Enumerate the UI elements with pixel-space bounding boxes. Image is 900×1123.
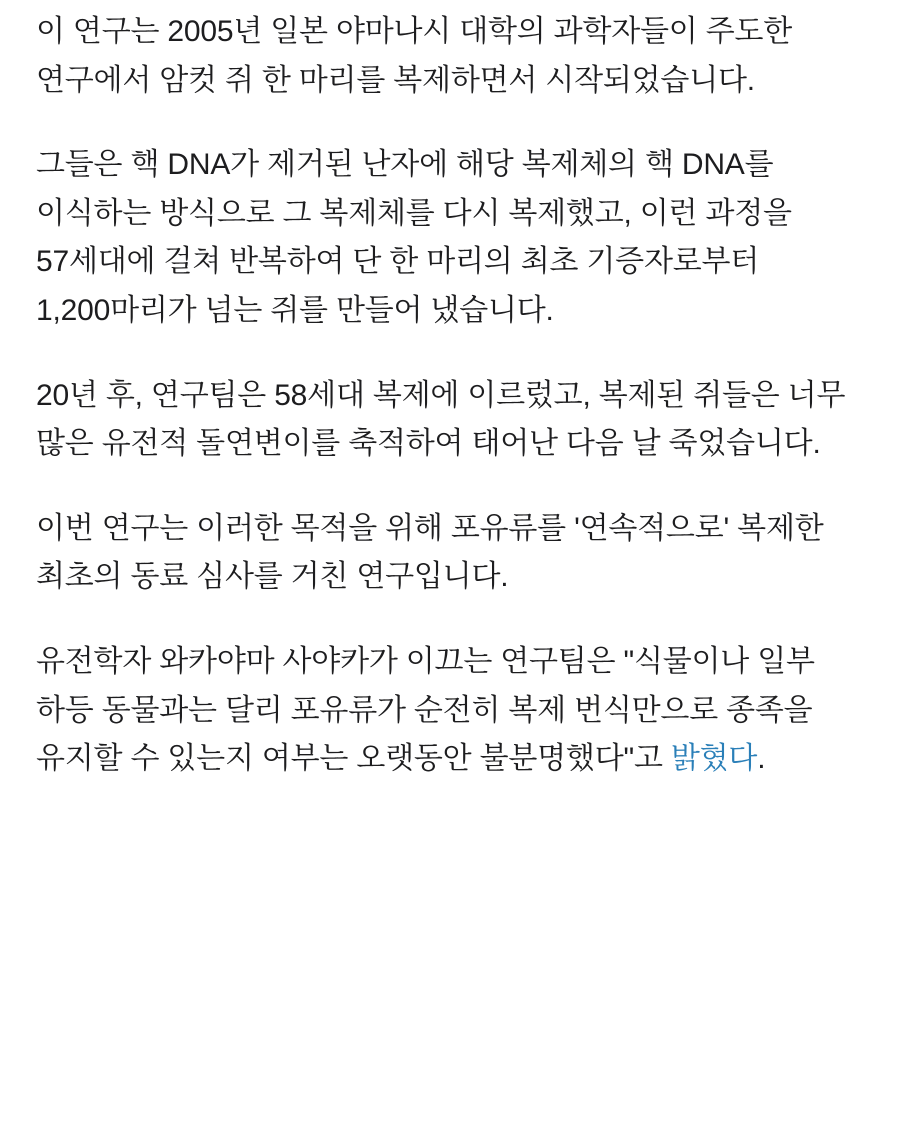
source-link[interactable]: 밝혔다	[670, 742, 758, 776]
paragraph-3: 20년 후, 연구팀은 58세대 복제에 이르렀고, 복제된 쥐들은 너무 많은 유전적 돌연변이를 축적하여 태어난 다음 날 죽었습니다.	[36, 378, 846, 461]
paragraph-2: 그들은 핵 DNA가 제거된 난자에 해당 복제체의 핵 DNA를 이식하는 방식으로 그 복제체를 다시 복제했고, 이런 과정을 57세대에 걸쳐 반복하여 단 한 마리의 최초 기증자로부터 1,200마리가 넘는 쥐를 만들어 냈습니다.	[36, 148, 792, 327]
paragraph-5	[36, 638, 864, 784]
paragraph-5-period: .	[757, 742, 766, 776]
paragraph-5-text: 유전학자 와카야마 사야카가 이끄는 연구팀은 "식물이나 일부 하등 동물과는 달리 포유류가 순전히 복제 번식만으로 종족을 유지할 수 있는지 여부는 오랫동안 불분명했다"고	[36, 644, 815, 776]
paragraph-1: 이 연구는 2005년 일본 야마나시 대학의 과학자들이 주도한 연구에서 암컷 쥐 한 마리를 복제하면서 시작되었습니다.	[36, 15, 793, 97]
paragraph-4: 이번 연구는 이러한 목적을 위해 포유류를 '연속적으로' 복제한 최초의 동료 심사를 거친 연구입니다.	[36, 511, 824, 594]
